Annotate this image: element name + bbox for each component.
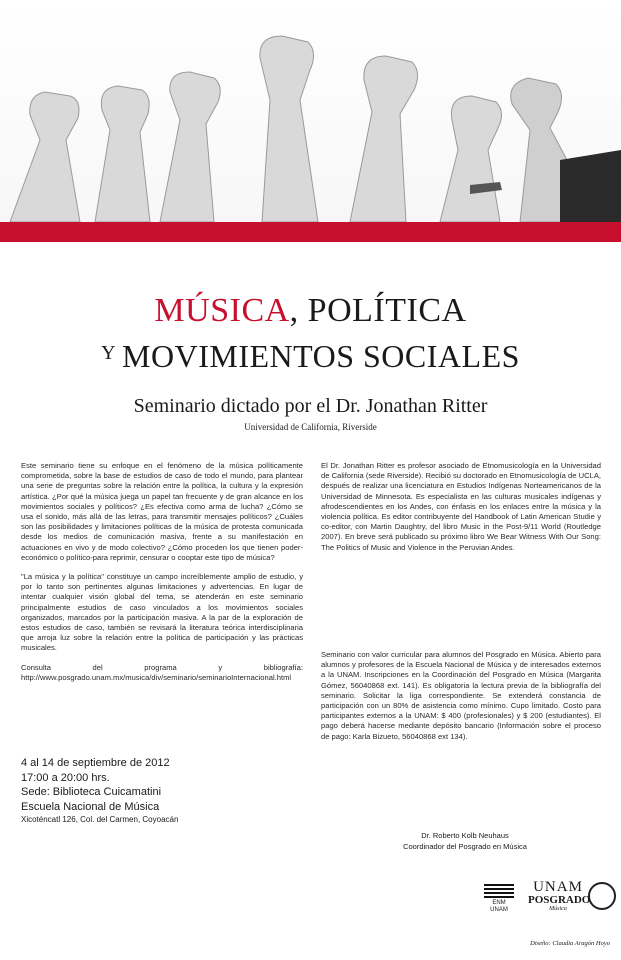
intro-paragraph: Este seminario tiene su enfoque en el fenómeno de la música políticamente comprometida, sobre la base de estudios de caso de todo el mundo, para plantear una serie de preguntas sobre la relación entre la política, la cultura y la expresión artística. ¿Por qué la música juega un papel tan frecuente y de gran alcance en los movimientos sociales y políticos? ¿Es efectiva como arma de lucha? ¿Cómo se usa el sonido, más allá de las letras, para transmitir mensajes políticos? ¿Cuáles son las posibilidades y limitaciones políticas de la música de protesta comunicada desde los medios de comunicación masiva, frente a su manifestación en actuaciones en vivo y de modo colectivo? ¿Cómo proceden los que tienen poder-económico o político-para reprimir, censurar o cooptar este tipo de música? bbox=[21, 461, 303, 562]
musica-logo-text: Música bbox=[549, 906, 567, 912]
title-line-1 bbox=[0, 292, 621, 330]
bio-paragraph: El Dr. Jonathan Ritter es profesor asociado de Etnomusicología en la Universidad de California (sede Riverside). Recibió su doctorado en Etnomusicología de UCLA, después de realizar una licenciatura en Estudios Indígenas Norteamericanos de la Universidad de Minnesota. Es especialista en las culturas musicales indígenas y afrodescendientes en los Andes, con énfasis en los enlaces entre la música y la violencia política. Es editor contribuyente del Handbook of Latin American Studie y co-editor, con Martin Daughtry, del libro Music in the Post-9/11 World (Routledge 2007). En breve será publicado su próximo libro We Bear Witness With Our Song: The Politics of Music and Violence in the Peruvian Andes. bbox=[321, 461, 601, 552]
left-column bbox=[21, 461, 303, 692]
title-y: Y bbox=[101, 342, 117, 364]
hero-photo-raised-fists bbox=[0, 0, 621, 222]
event-address: Xicoténcatl 126, Col. del Carmen, Coyoacán bbox=[21, 815, 179, 824]
affiliation: Universidad de California, Riverside bbox=[244, 422, 377, 432]
red-banner-bar bbox=[0, 222, 621, 242]
event-venue: Sede: Biblioteca Cuicamatini bbox=[21, 786, 162, 798]
right-column-bio bbox=[321, 461, 601, 562]
title-musica: MÚSICA bbox=[154, 292, 290, 329]
right-column-registration bbox=[321, 650, 601, 751]
event-school: Escuela Nacional de Música bbox=[21, 800, 160, 813]
enm-logo-line1: ENM bbox=[492, 900, 506, 906]
seminar-subtitle: Seminario dictado por el Dr. Jonathan Ritter bbox=[133, 395, 488, 417]
enm-bars-icon bbox=[480, 884, 518, 898]
signature-block bbox=[330, 830, 600, 852]
event-details bbox=[21, 756, 321, 825]
posgrado-logo-text: POSGRADO bbox=[528, 894, 591, 906]
event-dates: 4 al 14 de septiembre de 2012 bbox=[21, 757, 170, 769]
registration-paragraph: Seminario con valor curricular para alumnos del Posgrado en Música. Abierto para alumnos y profesores de la Escuela Nacional de Música y de interesados externos a la UNAM. Inscripciones en la Coordinación del Posgrado en Música (Margarita Gómez, 56040868 ext. 141). Es obligatoria la lectura previa de la bibliografía del seminario. Solicitar la liga correspondiente. Se extenderá constancia de participación con un 80% de asistencia como mínimo. Cupo limitado. Costo para participantes externos a la UNAM: $ 400 (profesionales) y $ 200 (estudiantes). El pago deberá hacerse mediante depósito bancario (Información sobre el proceso de pago: Karla Bizueto, 56040868 ext 134). bbox=[321, 650, 601, 741]
design-credit: Diseño: Claudia Aragón Hoyo bbox=[530, 940, 610, 947]
unam-posgrado-logo bbox=[528, 879, 591, 913]
title-line-2 bbox=[0, 338, 621, 375]
scope-paragraph: "La música y la política" constituye un campo increíblemente amplio de estudio, y por lo tanto son pertinentes algunas limitaciones y advertencias. En lugar de intentar cualquier visión global del tema, se atenderán en este seminario principalmente estudios de caso vinculados a los movimientos sociales organizados, marcados por la participación masiva. A la par de la exploración de estos estudios de caso, también se revisará la literatura teórica interdisciplinaria que arroja luz sobre la relación entre la política de participación y las prácticas musicales. bbox=[21, 572, 303, 653]
unam-logo-text: UNAM bbox=[533, 879, 583, 895]
title-politica: , POLÍTICA bbox=[289, 292, 467, 329]
unam-seal-icon bbox=[588, 882, 616, 910]
signature-role: Coordinador del Posgrado en Música bbox=[403, 842, 527, 851]
program-link-paragraph: Consulta del programa y bibliografía: http://www.posgrado.unam.mx/musica/div/seminario/seminarioInternacional.html bbox=[21, 662, 303, 682]
signature-name: Dr. Roberto Kolb Neuhaus bbox=[421, 831, 509, 840]
enm-logo bbox=[480, 882, 518, 914]
raised-fists-illustration bbox=[0, 0, 621, 222]
enm-logo-line2: UNAM bbox=[490, 907, 508, 913]
title-movimientos: MOVIMIENTOS SOCIALES bbox=[122, 338, 520, 374]
event-time: 17:00 a 20:00 hrs. bbox=[21, 771, 110, 784]
